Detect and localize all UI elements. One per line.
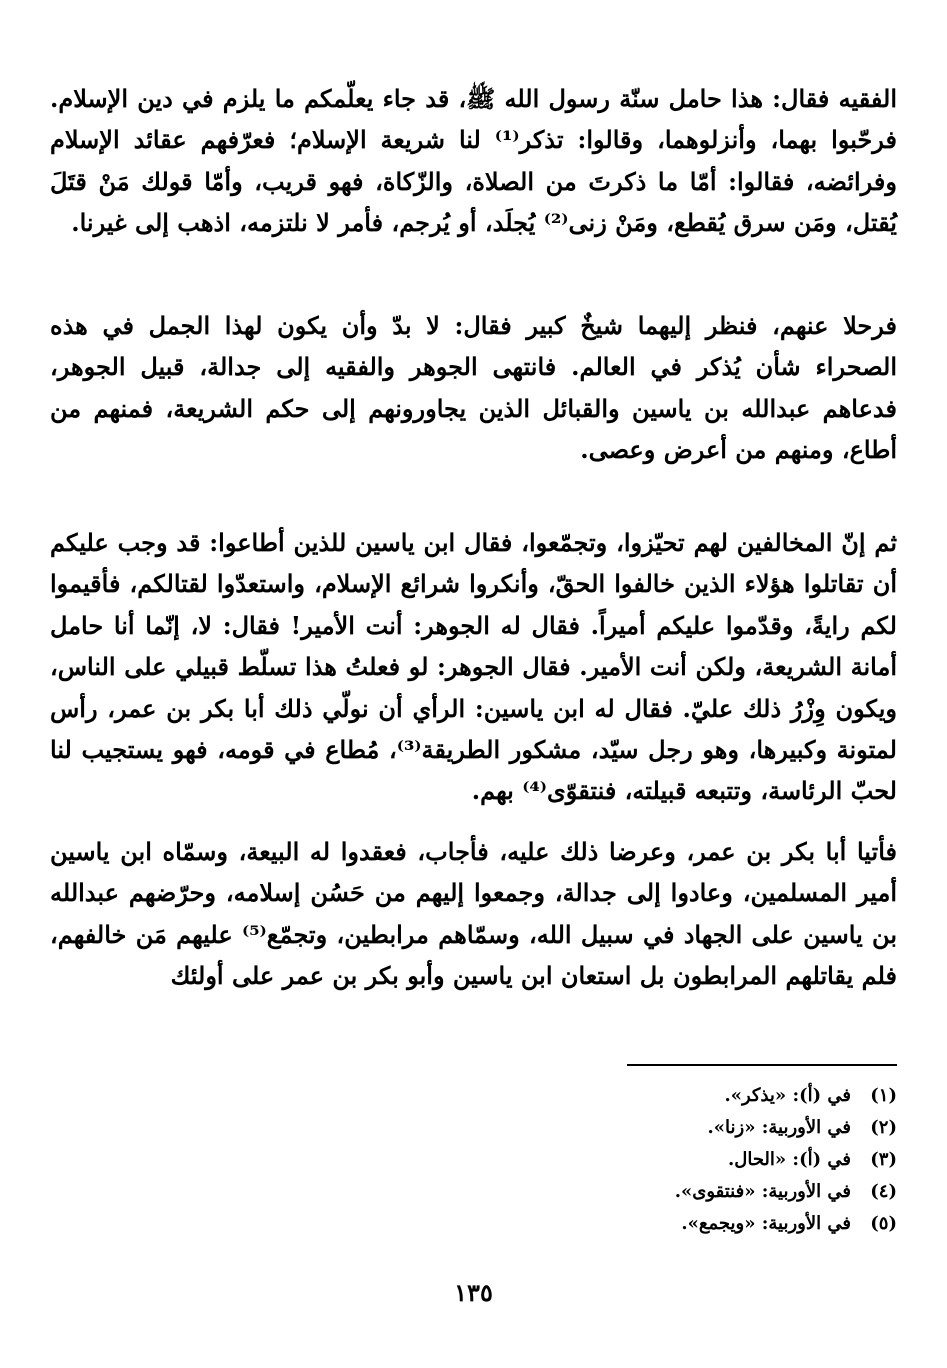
paragraph-text: فرحلا عنهم، فنظر إليهما شيخٌ كبير فقال: لا بدّ وأن يكون لهذا الجمل في هذه الصحراء شأن يُذكر في العالم. فانتهى الجوهر والفقيه إلى جدالة، قبيل الجوهر، فدعاهم عبدالله بن ياسين والقبائل الذين يجاورونهم إلى حكم الشريعة، فمنهم من أطاع، ومنهم من أعرض وعصى.: [50, 311, 897, 465]
footnote-5: [397, 1208, 897, 1240]
footnote-text: في (أ): «يذكر».: [724, 1085, 851, 1106]
main-text-paragraph-4: [50, 831, 897, 997]
footnote-number: (٣): [870, 1149, 897, 1170]
footnote-number: (٤): [870, 1181, 897, 1202]
footnote-number: (١): [870, 1085, 897, 1106]
footnote-2: [397, 1112, 897, 1144]
paragraph-text: الفقيه فقال: هذا حامل سنّة رسول الله ﷺ، قد جاء يعلّمكم ما يلزم في دين الإسلام. فرحّبوا بهما، وأنزلوهما، وقالوا: تذكر⁽¹⁾ لنا شريعة الإسلام؛ فعرّفهم عقائد الإسلام وفرائضه، فقالوا: أمّا ما ذكرتَ من الصلاة، والزّكاة، فهو قريب، وأمّا قولك مَنْ قتَلَ يُقتل، ومَن سرق يُقطع، ومَنْ زنى⁽²⁾ يُجلَد، أو يُرجم، فأمر لا نلتزمه، اذهب إلى غيرنا.: [50, 84, 897, 238]
footnote-text: في الأوربية: «ويجمع».: [681, 1213, 851, 1234]
page-number: ١٣٥: [454, 1278, 493, 1307]
paragraph-text: ثم إنّ المخالفين لهم تحيّزوا، وتجمّعوا، فقال ابن ياسين للذين أطاعوا: قد وجب عليكم أن تقاتلوا هؤلاء الذين خالفوا الحقّ، وأنكروا شرائع الإسلام، واستعدّوا لقتالكم، فأقيموا لكم رايةً، وقدّموا عليكم أميراً. فقال له الجوهر: أنت الأمير! فقال: لا، إنّما أنا حامل أمانة الشريعة، ولكن أنت الأمير. فقال الجوهر: لو فعلتُ هذا تسلّط قبيلي على الناس، ويكون وِزْرُ ذلك عليّ. فقال له ابن ياسين: الرأي أن نولّي ذلك أبا بكر بن عمر، رأس لمتونة وكبيرها، وهو رجل سيّد، مشكور الطريقة⁽³⁾، مُطاع في قومه، فهو يستجيب لنا لحبّ الرئاسة، وتتبعه قبيلته، فنتقوّى⁽⁴⁾ بهم.: [50, 528, 898, 806]
main-text-paragraph-1: [50, 78, 897, 244]
footnote-text: في الأوربية: «زنا».: [707, 1117, 851, 1138]
footnotes: [397, 1080, 897, 1240]
footnote-text: في (أ): «الحال.: [727, 1149, 851, 1170]
paragraph-text: فأتيا أبا بكر بن عمر، وعرضا ذلك عليه، فأجاب، فعقدوا له البيعة، وسمّاه ابن ياسين أمير المسلمين، وعادوا إلى جدالة، وجمعوا إليهم من حَسُن إسلامه، وحرّضهم عبدالله بن ياسين على الجهاد في سبيل الله، وسمّاهم مرابطين، وتجمّع⁽⁵⁾ عليهم مَن خالفهم، فلم يقاتلهم المرابطون بل استعان ابن ياسين وأبو بكر بن عمر على أولئك: [50, 837, 897, 991]
footnote-4: [397, 1176, 897, 1208]
footnote-number: (٢): [870, 1117, 897, 1138]
footnote-3: [397, 1144, 897, 1176]
footnote-number: (٥): [870, 1213, 897, 1234]
main-text-paragraph-3: [50, 522, 897, 812]
footnote-divider: [627, 1064, 897, 1066]
footnote-1: [397, 1080, 897, 1112]
main-text-paragraph-2: [50, 305, 897, 471]
footnote-text: في الأوربية: «فنتقوى».: [674, 1181, 851, 1202]
